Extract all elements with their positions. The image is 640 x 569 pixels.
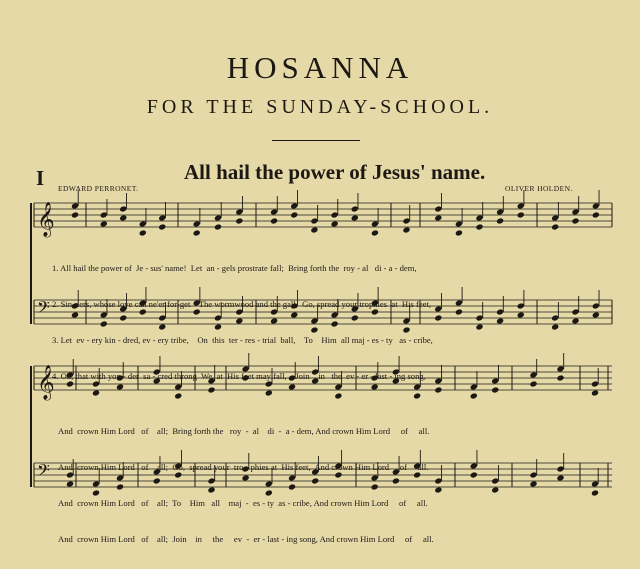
bass-clef-icon: 𝄢 <box>37 460 50 484</box>
note-head <box>455 308 463 315</box>
verse-line-2: 2. Sin-ners, whose love can ne'er for-get The wormwood and the gall, Go, spread your trophies at His feet, <box>52 299 432 309</box>
note-head <box>193 229 201 236</box>
composer-credit: OLIVER HOLDEN. <box>505 184 573 193</box>
note-head <box>591 389 599 396</box>
note-head <box>517 311 525 318</box>
refrain-line-3: And crown Him Lord of all; To Him all maj - es - ty as - cribe, And crown Him Lord of all. <box>58 498 428 508</box>
note-head <box>71 211 79 218</box>
note-head <box>491 486 499 493</box>
note-head <box>475 323 483 330</box>
note-head <box>529 380 537 387</box>
lyricist-credit: EDWARD PERRONET. <box>58 184 139 193</box>
note-head <box>592 311 600 318</box>
note-head <box>556 474 564 481</box>
note-head <box>270 217 278 224</box>
book-subtitle: FOR THE SUNDAY-SCHOOL. <box>146 96 494 118</box>
note-head <box>351 214 359 221</box>
note-head <box>371 229 379 236</box>
note-head <box>119 214 127 221</box>
note-head <box>470 392 478 399</box>
note-head <box>571 317 579 324</box>
verse-block-system-1 <box>52 238 433 406</box>
note-head <box>434 386 442 393</box>
note-head <box>434 214 442 221</box>
hymn-number: I <box>36 166 45 190</box>
note-head <box>310 226 318 233</box>
note-head <box>470 471 478 478</box>
note-head <box>290 211 298 218</box>
treble-clef-icon: 𝄞 <box>37 202 55 237</box>
note-head <box>158 223 166 230</box>
note-head <box>529 480 537 487</box>
note-head <box>455 229 463 236</box>
hymn-title: All hail the power of Jesus' name. <box>184 160 486 184</box>
note-head <box>491 386 499 393</box>
note-head <box>551 223 559 230</box>
note-head <box>434 314 442 321</box>
verse-line-1: 1. All hail the power of Je - sus' name! Let an - gels prostrate fall; Bring forth the roy - al di - a - dem, <box>52 263 417 273</box>
verse-line-4: 4. Oh, that with yon - der sa - cred throng We at His feet may fall, Join in the ev - er - last - ing song, <box>52 371 426 381</box>
note-head <box>402 226 410 233</box>
note-head <box>592 211 600 218</box>
refrain-line-1: And crown Him Lord of all; Bring forth the roy - al di - a - dem, And crown Him Lord of all. <box>58 426 430 436</box>
note-head <box>434 486 442 493</box>
refrain-line-2: And crown Him Lord of all; Go, spread your tro - phies at His feet, And crown Him Lord of all. <box>58 462 429 472</box>
note-head <box>517 211 525 218</box>
note-head <box>214 223 222 230</box>
note-head <box>591 489 599 496</box>
note-head <box>496 317 504 324</box>
note-head <box>551 323 559 330</box>
bass-clef-icon: 𝄢 <box>37 297 50 321</box>
note-head <box>475 223 483 230</box>
note-head <box>331 220 339 227</box>
treble-clef-icon: 𝄞 <box>37 365 55 400</box>
refrain-line-4: And crown Him Lord of all; Join in the ev - er - last - ing song, And crown Him Lord of all. <box>58 534 434 544</box>
note-head <box>571 217 579 224</box>
note-head <box>496 217 504 224</box>
note-head <box>139 229 147 236</box>
verse-block-system-2 <box>58 401 434 569</box>
note-head <box>556 374 564 381</box>
note-head <box>235 217 243 224</box>
book-title: HOSANNA <box>226 50 414 85</box>
note-head <box>100 220 108 227</box>
verse-line-3: 3. Let ev - ery kin - dred, ev - ery tribe, On this ter - res - trial ball, To Him all maj - es - ty as - cribe, <box>52 335 433 345</box>
